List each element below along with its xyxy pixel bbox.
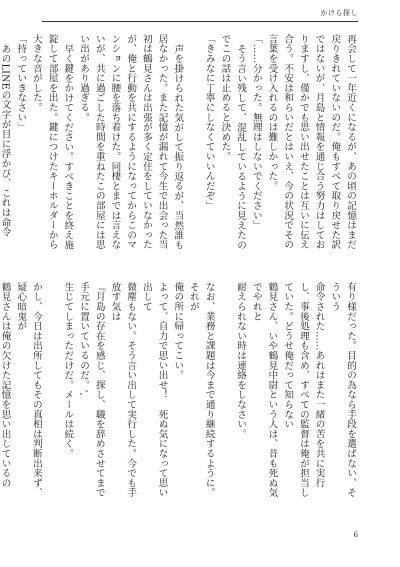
email-line: 微塵もない。そう言い出して実行した。今でも手放す気は [109, 282, 137, 498]
paragraph: 早く鍵をかけてください。すべきことを終え施錠して部屋を出た。鍵につけたキーホルダーから大きな音がした。 [30, 34, 74, 250]
dialogue: 「持っていきなさい」 [15, 34, 27, 132]
email-line: 耐えられない時は連絡をしなさい。 [235, 282, 247, 439]
paragraph: あのLINEの文字が目に浮かび、これは命令 [0, 43, 11, 237]
email-line: 『月島の存在を感じ、探し、職を辞めさせてまで手元に置いているのだ。', [78, 282, 105, 498]
email-line: 俺の所に帰ってこい。 [172, 282, 184, 380]
paragraph: 再会して一年近くになるが、あの頃の記憶はまだ戻りきれていないのだ。俺もすべて取り戻せた訳ではないが、月島と情報を通じ合う努力はしておりますし、僅かでも思い出せたことは互いに伝え合う。不安は和らいだとはいえ、今の状況でその言葉を受け入れるのは難しかった。 [266, 34, 356, 250]
email-line: なお、業務と課題は今まで通り継続するように。それが [187, 282, 215, 498]
paragraph: 有り様だった。目的の為なら手段を選ばない、そういう [329, 282, 356, 498]
paragraph: 命令された……あれはまた一緒の苦を共に実行し、事後処理も含め、すべての監督は俺が担当していた。どうせ俺だって知らない [282, 282, 325, 498]
paragraph: 鶴見さん、いや鶴見中尉という人は、昔も死ぬ気でやれと [250, 282, 278, 498]
email-line: よって、自力で思い出せ！ 死ぬ気になって思い出して [140, 282, 168, 498]
dialogue: 「きみなに丁寧にしなくていいんだぞ」 [203, 34, 215, 211]
text-band-bottom [0, 282, 358, 498]
paragraph: 生じてしまっただけだ。メールは続く。 [62, 282, 74, 459]
paragraph: そう言い残して、混乱しているように見えたのでこの話は止めると決めた。 [219, 34, 247, 250]
text-band-top [0, 34, 358, 250]
paragraph: 「……分かった。無理はしないでください」 [250, 34, 262, 230]
paragraph: 声を掛けられた気がして振り返るが、当然誰も居なかった。また記憶が漏れて今生で出会った当初は鶴見さんは出張が多く定住をしていなかったが、俺と行動を共にするようになってからこのマンションに腰を落ち着けた。同棲とまでは言えないが、共に過ごした時間を重ねたこの部屋には思い出があり過ぎる。 [78, 34, 184, 250]
page-number: 6 [353, 531, 358, 539]
header-rule [42, 21, 358, 22]
paragraph: かし、今日は出所してもその真相は判断出来ず、疑心暗鬼が [15, 282, 42, 498]
running-header: かけら探し [320, 9, 358, 17]
paragraph: 鶴見さんは俺の欠けた記憶を思い出しているの [0, 282, 11, 488]
